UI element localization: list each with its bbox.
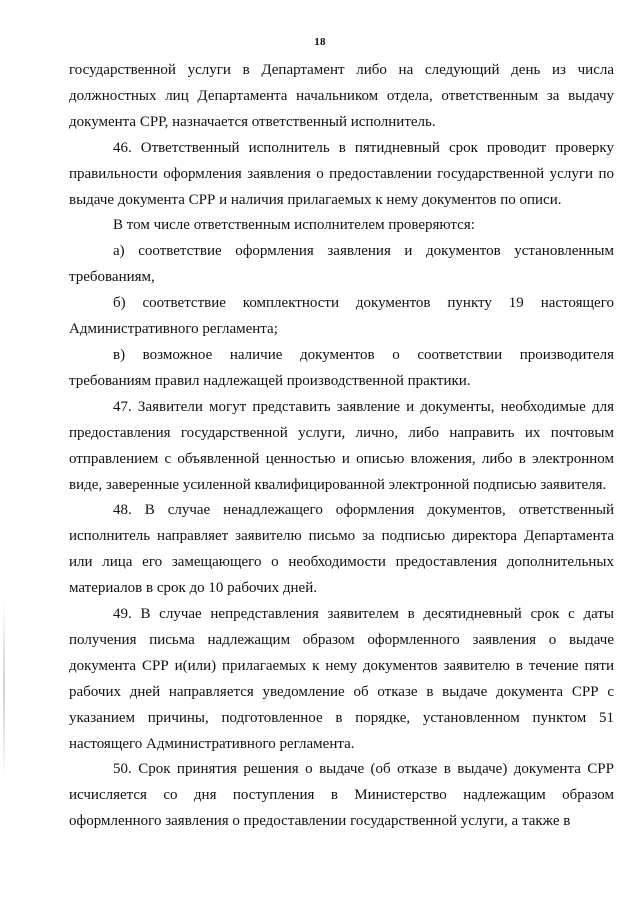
paragraph-checklist-intro: В том числе ответственным исполнителем проверяются: <box>113 217 475 234</box>
paragraph-item-v: в) возможное наличие документов о соответствии производителя требованиям правил надлежащей производственной практики. <box>69 346 614 389</box>
paragraph-49: 49. В случае непредставления заявителем в десятидневный срок с даты получения письма надлежащим образом оформленного заявления о выдаче документа СРР и(или) прилагаемых к нему документов заявителю в течение пяти рабочих дней направляется уведомление об отказе в выдаче документа СРР с указанием причины, подготовленное в порядке, установленном пунктом 51 настоящего Административного регламента. <box>69 606 614 752</box>
paragraph-47: 47. Заявители могут представить заявление и документы, необходимые для предоставления государственной услуги, лично, либо направить их почтовым отправлением с объявленной ценностью и описью вложения, либо в электронном виде, заверенные усиленной квалифицированной электронной подписью заявителя. <box>69 398 614 493</box>
paragraph-50: 50. Срок принятия решения о выдаче (об отказе в выдаче) документа СРР исчисляется со дня поступления в Министерство надлежащим образом оформленного заявления о предоставлении государственной услуги, а также в <box>69 761 614 830</box>
scan-edge-artifact <box>3 600 5 780</box>
paragraph-item-b: б) соответствие комплектности документов пункту 19 настоящего Административного регламента; <box>69 295 614 338</box>
document-body <box>69 58 614 835</box>
paragraph-continuation: государственной услуги в Департамент либо на следующий день из числа должностных лиц Департамента начальником отдела, ответственным за выдачу документа СРР, назначается ответственный исполнитель. <box>69 62 614 130</box>
paragraph-item-a: а) соответствие оформления заявления и документов установленным требованиям, <box>69 243 614 286</box>
paragraph-48: 48. В случае ненадлежащего оформления документов, ответственный исполнитель направляет заявителю письмо за подписью директора Департамента или лица его замещающего о необходимости предоставления дополнительных материалов в срок до 10 рабочих дней. <box>69 502 614 597</box>
paragraph-46: 46. Ответственный исполнитель в пятидневный срок проводит проверку правильности оформления заявления о предоставлении государственной услуги по выдаче документа СРР и наличия прилагаемых к нему документов по описи. <box>69 139 614 208</box>
page-number: 18 <box>314 36 326 48</box>
